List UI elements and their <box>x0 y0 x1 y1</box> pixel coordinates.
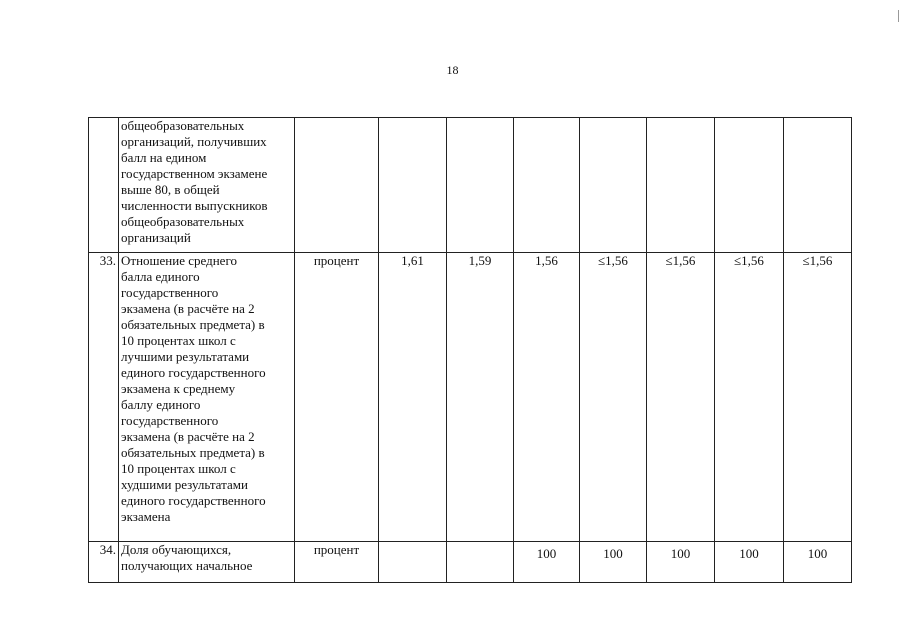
unit-cell <box>295 118 379 253</box>
value-cell <box>447 542 514 583</box>
indicators-table <box>88 117 852 583</box>
value-cell <box>379 118 447 253</box>
value-cell: 100 <box>784 542 852 583</box>
value-cell: ≤1,56 <box>647 253 715 542</box>
table-row <box>89 542 852 583</box>
value-cell <box>784 118 852 253</box>
value-cell <box>514 118 580 253</box>
value-cell: ≤1,56 <box>784 253 852 542</box>
unit-cell: процент <box>295 542 379 583</box>
value-cell: 100 <box>514 542 580 583</box>
edge-mark <box>898 10 899 22</box>
row-number: 34. <box>89 542 119 583</box>
table-row <box>89 253 852 542</box>
indicator-name: Доля обучающихся, получающих начальное <box>119 542 295 583</box>
row-number <box>89 118 119 253</box>
value-cell <box>647 118 715 253</box>
unit-cell: процент <box>295 253 379 542</box>
value-cell <box>715 118 784 253</box>
value-cell: 100 <box>580 542 647 583</box>
value-cell <box>580 118 647 253</box>
row-number: 33. <box>89 253 119 542</box>
page-number: 18 <box>446 63 459 77</box>
indicator-name: Отношение среднего балла единого государственного экзамена (в расчёте на 2 обязательных предмета) в 10 процентах школ с лучшими результатами единого государственного экзамена к среднему баллу единого государственного экзамена (в расчёте на 2 обязательных предмета) в 10 процентах школ с худшими результатами единого государственного экзамена <box>119 253 295 542</box>
value-cell <box>447 118 514 253</box>
value-cell: ≤1,56 <box>715 253 784 542</box>
table-row <box>89 118 852 253</box>
value-cell: 1,61 <box>379 253 447 542</box>
value-cell: 100 <box>715 542 784 583</box>
value-cell: 1,59 <box>447 253 514 542</box>
value-cell: 100 <box>647 542 715 583</box>
indicator-name: общеобразовательных организаций, получивших балл на едином государственном экзамене выше 80, в общей численности выпускников общеобразовательных организаций <box>119 118 295 253</box>
value-cell: ≤1,56 <box>580 253 647 542</box>
value-cell <box>379 542 447 583</box>
value-cell: 1,56 <box>514 253 580 542</box>
